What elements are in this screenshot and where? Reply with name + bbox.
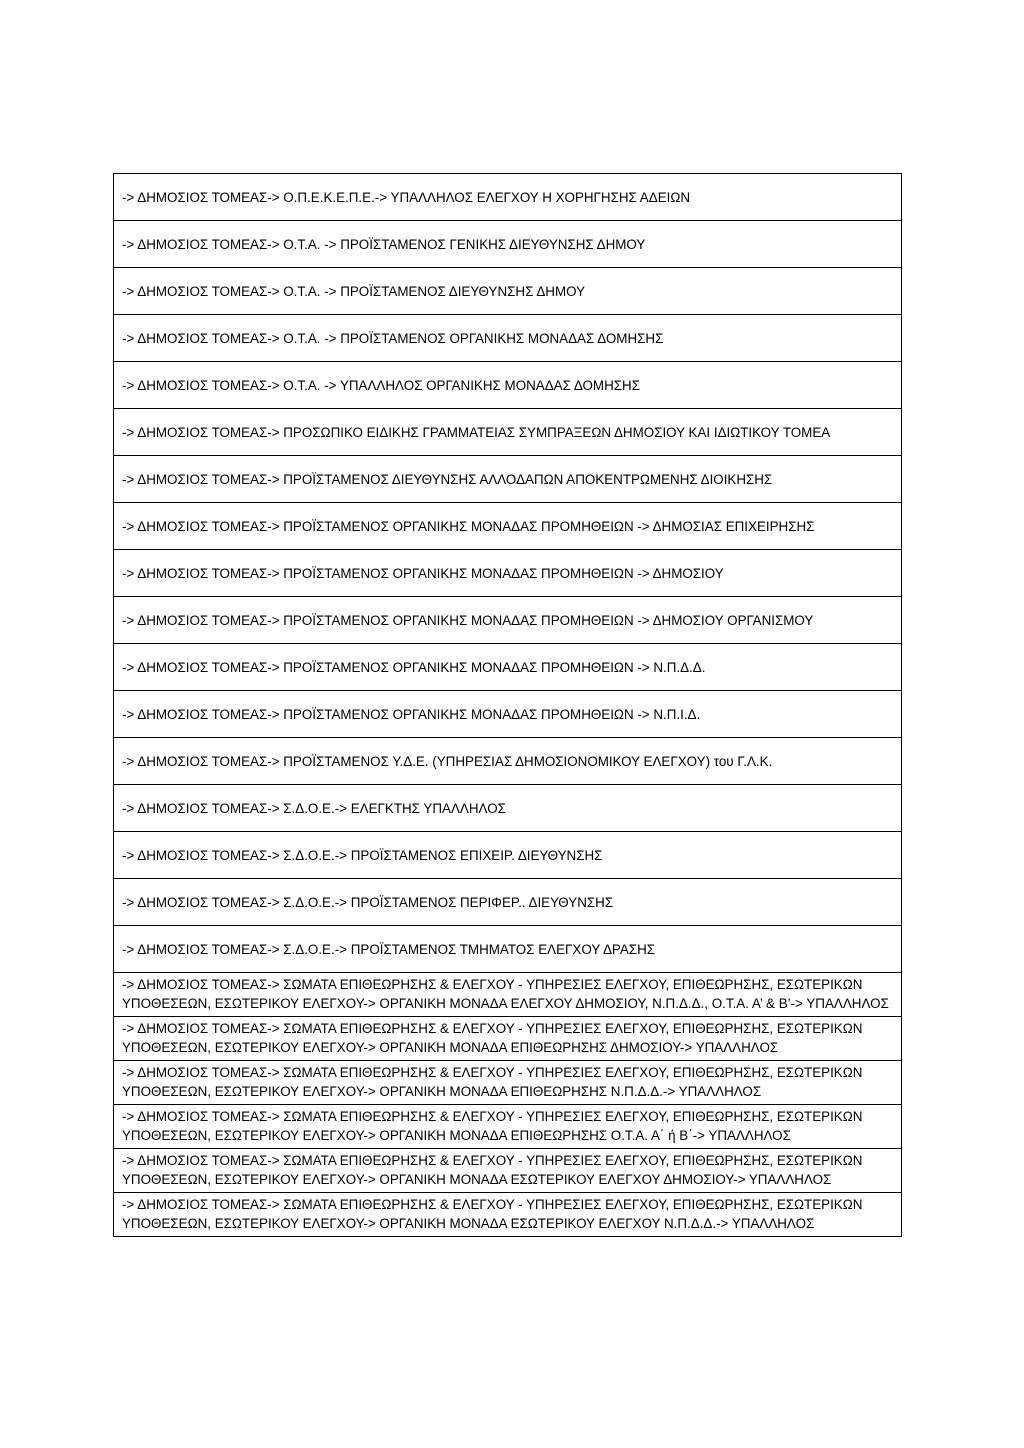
table-row bbox=[114, 644, 902, 691]
table-cell: -> ΔΗΜΟΣΙΟΣ ΤΟΜΕΑΣ-> ΠΡΟΪΣΤΑΜΕΝΟΣ ΟΡΓΑΝΙΚΗΣ ΜΟΝΑΔΑΣ ΠΡΟΜΗΘΕΙΩΝ -> Ν.Π.Ι.Δ. bbox=[114, 691, 902, 738]
table-cell: -> ΔΗΜΟΣΙΟΣ ΤΟΜΕΑΣ-> Σ.Δ.Ο.Ε.-> ΠΡΟΪΣΤΑΜΕΝΟΣ ΠΕΡΙΦΕΡ.. ΔΙΕΥΘΥΝΣΗΣ bbox=[114, 879, 902, 926]
table-row bbox=[114, 926, 902, 973]
table-row bbox=[114, 1149, 902, 1193]
table-row bbox=[114, 832, 902, 879]
table-row bbox=[114, 456, 902, 503]
category-table bbox=[113, 173, 902, 1237]
table-cell: -> ΔΗΜΟΣΙΟΣ ΤΟΜΕΑΣ-> ΠΡΟΪΣΤΑΜΕΝΟΣ ΟΡΓΑΝΙΚΗΣ ΜΟΝΑΔΑΣ ΠΡΟΜΗΘΕΙΩΝ -> ΔΗΜΟΣΙΑΣ ΕΠΙΧΕΙΡΗΣΗΣ bbox=[114, 503, 902, 550]
table-cell: -> ΔΗΜΟΣΙΟΣ ΤΟΜΕΑΣ-> ΣΩΜΑΤΑ ΕΠΙΘΕΩΡΗΣΗΣ & ΕΛΕΓΧΟΥ - ΥΠΗΡΕΣΙΕΣ ΕΛΕΓΧΟΥ, ΕΠΙΘΕΩΡΗΣΗΣ, ΕΣΩΤΕΡΙΚΩΝ ΥΠΟΘΕΣΕΩΝ, ΕΣΩΤΕΡΙΚΟΥ ΕΛΕΓΧΟΥ-> ΟΡΓΑΝΙΚΗ ΜΟΝΑΔΑ ΕΠΙΘΕΩΡΗΣΗΣ ΔΗΜΟΣΙΟΥ-> ΥΠΑΛΛΗΛΟΣ bbox=[114, 1017, 902, 1061]
table-row bbox=[114, 1017, 902, 1061]
table-row bbox=[114, 315, 902, 362]
table-cell: -> ΔΗΜΟΣΙΟΣ ΤΟΜΕΑΣ-> Ο.Τ.Α. -> ΠΡΟΪΣΤΑΜΕΝΟΣ ΓΕΝΙΚΗΣ ΔΙΕΥΘΥΝΣΗΣ ΔΗΜΟΥ bbox=[114, 221, 902, 268]
table-row bbox=[114, 503, 902, 550]
table-row bbox=[114, 597, 902, 644]
table-cell: -> ΔΗΜΟΣΙΟΣ ΤΟΜΕΑΣ-> ΠΡΟΪΣΤΑΜΕΝΟΣ ΟΡΓΑΝΙΚΗΣ ΜΟΝΑΔΑΣ ΠΡΟΜΗΘΕΙΩΝ -> ΔΗΜΟΣΙΟΥ ΟΡΓΑΝΙΣΜΟΥ bbox=[114, 597, 902, 644]
table-row bbox=[114, 268, 902, 315]
table-row bbox=[114, 362, 902, 409]
table-cell: -> ΔΗΜΟΣΙΟΣ ΤΟΜΕΑΣ-> Ο.Π.Ε.Κ.Ε.Π.Ε.-> ΥΠΑΛΛΗΛΟΣ ΕΛΕΓΧΟΥ Η ΧΟΡΗΓΗΣΗΣ ΑΔΕΙΩΝ bbox=[114, 174, 902, 221]
table-row bbox=[114, 691, 902, 738]
table-cell: -> ΔΗΜΟΣΙΟΣ ΤΟΜΕΑΣ-> ΠΡΟΪΣΤΑΜΕΝΟΣ ΔΙΕΥΘΥΝΣΗΣ ΑΛΛΟΔΑΠΩΝ ΑΠΟΚΕΝΤΡΩΜΕΝΗΣ ΔΙΟΙΚΗΣΗΣ bbox=[114, 456, 902, 503]
table-cell: -> ΔΗΜΟΣΙΟΣ ΤΟΜΕΑΣ-> Ο.Τ.Α. -> ΥΠΑΛΛΗΛΟΣ ΟΡΓΑΝΙΚΗΣ ΜΟΝΑΔΑΣ ΔΟΜΗΣΗΣ bbox=[114, 362, 902, 409]
table-row bbox=[114, 1193, 902, 1237]
table-row bbox=[114, 973, 902, 1017]
table-row bbox=[114, 738, 902, 785]
table-row bbox=[114, 550, 902, 597]
table-cell: -> ΔΗΜΟΣΙΟΣ ΤΟΜΕΑΣ-> Σ.Δ.Ο.Ε.-> ΕΛΕΓΚΤΗΣ ΥΠΑΛΛΗΛΟΣ bbox=[114, 785, 902, 832]
table-row bbox=[114, 1105, 902, 1149]
table-cell: -> ΔΗΜΟΣΙΟΣ ΤΟΜΕΑΣ-> ΠΡΟΣΩΠΙΚΟ ΕΙΔΙΚΗΣ ΓΡΑΜΜΑΤΕΙΑΣ ΣΥΜΠΡΑΞΕΩΝ ΔΗΜΟΣΙΟΥ ΚΑΙ ΙΔΙΩΤΙΚΟΥ ΤΟΜΕΑ bbox=[114, 409, 902, 456]
table-cell: -> ΔΗΜΟΣΙΟΣ ΤΟΜΕΑΣ-> ΠΡΟΪΣΤΑΜΕΝΟΣ ΟΡΓΑΝΙΚΗΣ ΜΟΝΑΔΑΣ ΠΡΟΜΗΘΕΙΩΝ -> Ν.Π.Δ.Δ. bbox=[114, 644, 902, 691]
table-row bbox=[114, 221, 902, 268]
table-cell: -> ΔΗΜΟΣΙΟΣ ΤΟΜΕΑΣ-> Σ.Δ.Ο.Ε.-> ΠΡΟΪΣΤΑΜΕΝΟΣ ΤΜΗΜΑΤΟΣ ΕΛΕΓΧΟΥ ΔΡΑΣΗΣ bbox=[114, 926, 902, 973]
table-row bbox=[114, 409, 902, 456]
table-cell: -> ΔΗΜΟΣΙΟΣ ΤΟΜΕΑΣ-> ΣΩΜΑΤΑ ΕΠΙΘΕΩΡΗΣΗΣ & ΕΛΕΓΧΟΥ - ΥΠΗΡΕΣΙΕΣ ΕΛΕΓΧΟΥ, ΕΠΙΘΕΩΡΗΣΗΣ, ΕΣΩΤΕΡΙΚΩΝ ΥΠΟΘΕΣΕΩΝ, ΕΣΩΤΕΡΙΚΟΥ ΕΛΕΓΧΟΥ-> ΟΡΓΑΝΙΚΗ ΜΟΝΑΔΑ ΕΣΩΤΕΡΙΚΟΥ ΕΛΕΓΧΟΥ Ν.Π.Δ.Δ.-> ΥΠΑΛΛΗΛΟΣ bbox=[114, 1193, 902, 1237]
table-cell: -> ΔΗΜΟΣΙΟΣ ΤΟΜΕΑΣ-> Σ.Δ.Ο.Ε.-> ΠΡΟΪΣΤΑΜΕΝΟΣ ΕΠΙΧΕΙΡ. ΔΙΕΥΘΥΝΣΗΣ bbox=[114, 832, 902, 879]
table-cell: -> ΔΗΜΟΣΙΟΣ ΤΟΜΕΑΣ-> Ο.Τ.Α. -> ΠΡΟΪΣΤΑΜΕΝΟΣ ΟΡΓΑΝΙΚΗΣ ΜΟΝΑΔΑΣ ΔΟΜΗΣΗΣ bbox=[114, 315, 902, 362]
table-cell: -> ΔΗΜΟΣΙΟΣ ΤΟΜΕΑΣ-> ΠΡΟΪΣΤΑΜΕΝΟΣ Υ.Δ.Ε. (ΥΠΗΡΕΣΙΑΣ ΔΗΜΟΣΙΟΝΟΜΙΚΟΥ ΕΛΕΓΧΟΥ) του Γ.Λ.Κ. bbox=[114, 738, 902, 785]
table-cell: -> ΔΗΜΟΣΙΟΣ ΤΟΜΕΑΣ-> ΣΩΜΑΤΑ ΕΠΙΘΕΩΡΗΣΗΣ & ΕΛΕΓΧΟΥ - ΥΠΗΡΕΣΙΕΣ ΕΛΕΓΧΟΥ, ΕΠΙΘΕΩΡΗΣΗΣ, ΕΣΩΤΕΡΙΚΩΝ ΥΠΟΘΕΣΕΩΝ, ΕΣΩΤΕΡΙΚΟΥ ΕΛΕΓΧΟΥ-> ΟΡΓΑΝΙΚΗ ΜΟΝΑΔΑ ΕΠΙΘΕΩΡΗΣΗΣ Ν.Π.Δ.Δ.-> ΥΠΑΛΛΗΛΟΣ bbox=[114, 1061, 902, 1105]
table-cell: -> ΔΗΜΟΣΙΟΣ ΤΟΜΕΑΣ-> ΣΩΜΑΤΑ ΕΠΙΘΕΩΡΗΣΗΣ & ΕΛΕΓΧΟΥ - ΥΠΗΡΕΣΙΕΣ ΕΛΕΓΧΟΥ, ΕΠΙΘΕΩΡΗΣΗΣ, ΕΣΩΤΕΡΙΚΩΝ ΥΠΟΘΕΣΕΩΝ, ΕΣΩΤΕΡΙΚΟΥ ΕΛΕΓΧΟΥ-> ΟΡΓΑΝΙΚΗ ΜΟΝΑΔΑ ΕΛΕΓΧΟΥ ΔΗΜΟΣΙΟΥ, Ν.Π.Δ.Δ., Ο.Τ.Α. Α’ & Β’-> ΥΠΑΛΛΗΛΟΣ bbox=[114, 973, 902, 1017]
table-row bbox=[114, 785, 902, 832]
table-cell: -> ΔΗΜΟΣΙΟΣ ΤΟΜΕΑΣ-> Ο.Τ.Α. -> ΠΡΟΪΣΤΑΜΕΝΟΣ ΔΙΕΥΘΥΝΣΗΣ ΔΗΜΟΥ bbox=[114, 268, 902, 315]
table-cell: -> ΔΗΜΟΣΙΟΣ ΤΟΜΕΑΣ-> ΠΡΟΪΣΤΑΜΕΝΟΣ ΟΡΓΑΝΙΚΗΣ ΜΟΝΑΔΑΣ ΠΡΟΜΗΘΕΙΩΝ -> ΔΗΜΟΣΙΟΥ bbox=[114, 550, 902, 597]
table-cell: -> ΔΗΜΟΣΙΟΣ ΤΟΜΕΑΣ-> ΣΩΜΑΤΑ ΕΠΙΘΕΩΡΗΣΗΣ & ΕΛΕΓΧΟΥ - ΥΠΗΡΕΣΙΕΣ ΕΛΕΓΧΟΥ, ΕΠΙΘΕΩΡΗΣΗΣ, ΕΣΩΤΕΡΙΚΩΝ ΥΠΟΘΕΣΕΩΝ, ΕΣΩΤΕΡΙΚΟΥ ΕΛΕΓΧΟΥ-> ΟΡΓΑΝΙΚΗ ΜΟΝΑΔΑ ΕΠΙΘΕΩΡΗΣΗΣ Ο.Τ.Α. Α΄ ή Β΄-> ΥΠΑΛΛΗΛΟΣ bbox=[114, 1105, 902, 1149]
table-row bbox=[114, 1061, 902, 1105]
table-row bbox=[114, 879, 902, 926]
table-row bbox=[114, 174, 902, 221]
table-cell: -> ΔΗΜΟΣΙΟΣ ΤΟΜΕΑΣ-> ΣΩΜΑΤΑ ΕΠΙΘΕΩΡΗΣΗΣ & ΕΛΕΓΧΟΥ - ΥΠΗΡΕΣΙΕΣ ΕΛΕΓΧΟΥ, ΕΠΙΘΕΩΡΗΣΗΣ, ΕΣΩΤΕΡΙΚΩΝ ΥΠΟΘΕΣΕΩΝ, ΕΣΩΤΕΡΙΚΟΥ ΕΛΕΓΧΟΥ-> ΟΡΓΑΝΙΚΗ ΜΟΝΑΔΑ ΕΣΩΤΕΡΙΚΟΥ ΕΛΕΓΧΟΥ ΔΗΜΟΣΙΟΥ-> ΥΠΑΛΛΗΛΟΣ bbox=[114, 1149, 902, 1193]
